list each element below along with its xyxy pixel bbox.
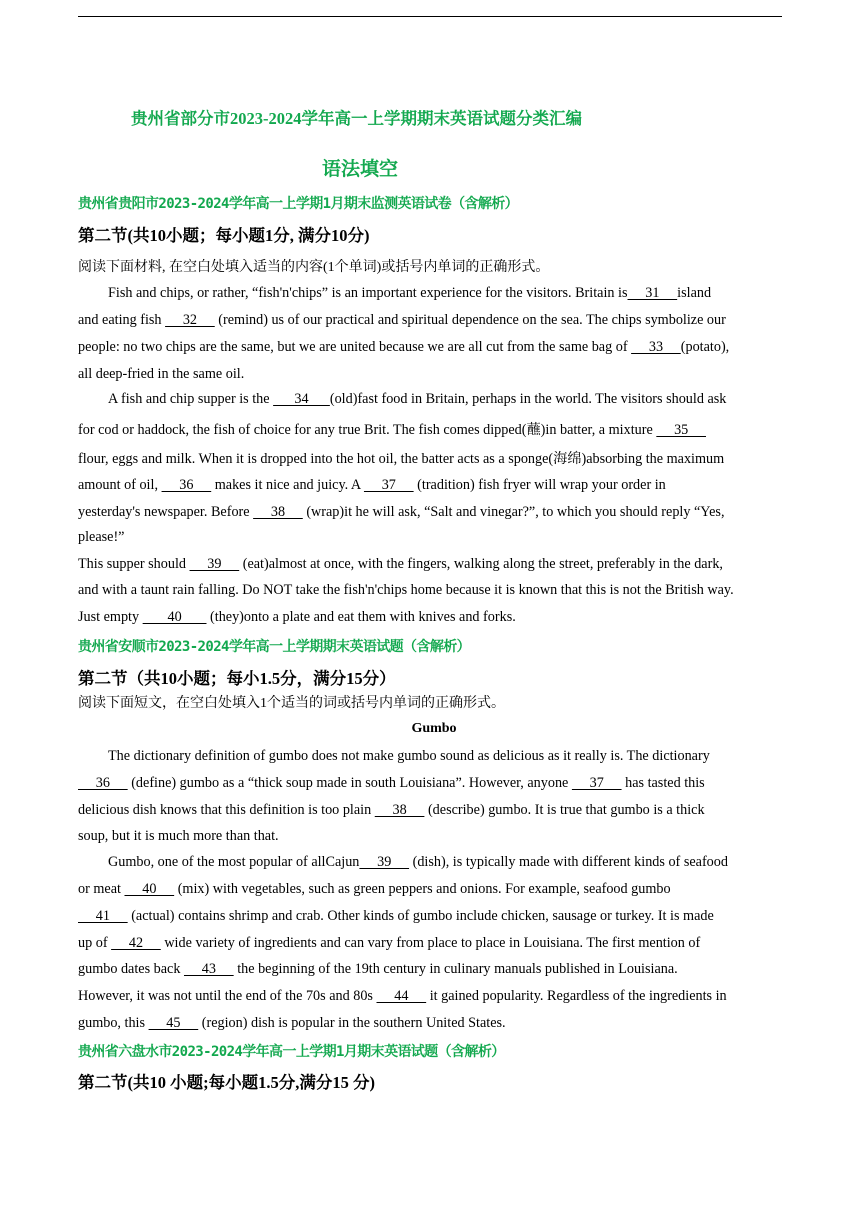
passage-text: please!” — [78, 529, 125, 545]
passage-line — [78, 775, 705, 792]
section-part-heading: 第二节（共10小题；每小1.5分，满分15分） — [78, 669, 396, 688]
section-instruction: 阅读下面材料, 在空白处填入适当的内容(1个单词)或括号内单词的正确形式。 — [78, 260, 550, 275]
passage-line — [78, 828, 279, 845]
answer-blank[interactable]: 39 — [189, 556, 240, 572]
document-subtitle: 语法填空 — [322, 159, 399, 180]
passage-text: (tradition) fish fryer will wrap your order in — [413, 477, 666, 493]
section-part-heading: 第二节(共10 小题;每小题1.5分,满分15 分) — [78, 1073, 375, 1092]
answer-blank[interactable]: 40 — [124, 881, 175, 897]
answer-blank[interactable]: 32 — [165, 312, 215, 328]
passage-text: people: no two chips are the same, but we are united because we are all cut from the same bag of — [78, 339, 632, 355]
passage-text: and with a taunt rain falling. Do NOT take the fish'n'chips home because it is known that this is not the British way. — [78, 582, 734, 598]
answer-blank[interactable]: 45 — [148, 1015, 199, 1031]
passage-text: Gumbo, one of the most popular of allCajun — [108, 854, 360, 870]
passage-text: (potato), — [680, 339, 730, 355]
passage-line — [78, 556, 723, 573]
header-rule — [78, 16, 782, 17]
passage-text: delicious dish knows that this definition is too plain — [78, 802, 375, 818]
passage-line — [78, 391, 726, 408]
answer-blank[interactable]: 37 — [571, 775, 622, 791]
passage-text: (they)onto a plate and eat them with knives and forks. — [206, 609, 516, 625]
passage-text: flour, eggs and milk. When it is dropped into the hot oil, the batter acts as a sponge(海绵)absorbing the maximum — [78, 451, 725, 467]
passage-line — [78, 748, 710, 765]
passage-line — [78, 881, 671, 898]
passage-text: all deep-fried in the same oil. — [78, 366, 245, 382]
answer-blank[interactable]: 34 — [273, 391, 330, 407]
passage-text: island — [677, 285, 712, 301]
answer-blank[interactable]: 36 — [161, 477, 212, 493]
answer-blank[interactable]: 38 — [374, 802, 425, 818]
passage-line — [78, 1015, 506, 1032]
passage-line — [78, 312, 726, 329]
answer-blank[interactable]: 33 — [631, 339, 681, 355]
passage-line — [78, 529, 124, 546]
section-instruction: 阅读下面短文，在空白处填入1个适当的词或括号内单词的正确形式。 — [78, 696, 505, 711]
answer-blank[interactable]: 44 — [376, 988, 427, 1004]
passage-text: gumbo, this — [78, 1015, 149, 1031]
passage-line — [78, 477, 666, 494]
passage-text: and eating fish — [78, 312, 166, 328]
passage-text: gumbo dates back — [78, 961, 184, 977]
passage-line — [78, 504, 725, 521]
answer-blank[interactable]: 39 — [359, 854, 410, 870]
passage-line — [78, 285, 711, 302]
passage-text: (define) gumbo as a “thick soup made in south Louisiana”. However, anyone — [127, 775, 572, 791]
passage-text: up of — [78, 935, 112, 951]
answer-blank[interactable]: 38 — [253, 504, 303, 520]
passage-text: soup, but it is much more than that. — [78, 828, 279, 844]
section-part-heading: 第二节(共10小题；每小题1分, 满分10分) — [78, 226, 370, 245]
document-title: 贵州省部分市2023-2024学年高一上学期期末英语试题分类汇编 — [131, 109, 582, 128]
passage-line — [78, 448, 724, 468]
passage-text: (dish), is typically made with different kinds of seafood — [409, 854, 728, 870]
passage-line — [78, 582, 734, 599]
passage-line — [78, 988, 727, 1005]
passage-text: Fish and chips, or rather, “fish'n'chips” is an important experience for the visitors. Britain is — [108, 285, 628, 301]
answer-blank[interactable]: 37 — [363, 477, 414, 493]
answer-blank[interactable]: 43 — [183, 961, 234, 977]
answer-blank[interactable]: 31 — [627, 285, 678, 301]
passage-line — [78, 419, 706, 439]
passage-text: This supper should — [78, 556, 190, 572]
passage-text: yesterday's newspaper. Before — [78, 504, 254, 520]
passage-line — [78, 802, 705, 819]
passage-text: (actual) contains shrimp and crab. Other kinds of gumbo include chicken, sausage or turkey. It is made — [127, 908, 714, 924]
passage-text: amount of oil, — [78, 477, 162, 493]
passage-text: Just empty — [78, 609, 143, 625]
passage-line — [78, 908, 714, 925]
answer-blank[interactable]: 35 — [656, 422, 706, 438]
passage-text: (remind) us of our practical and spiritual dependence on the sea. The chips symbolize our — [214, 312, 726, 328]
passage-line — [78, 339, 729, 356]
passage-title: Gumbo — [411, 721, 457, 736]
section-source-anshun: 贵州省安顺市2023-2024学年高一上学期期末英语试题（含解析） — [78, 639, 471, 655]
passage-line — [78, 854, 728, 871]
passage-text: (wrap)it he will ask, “Salt and vinegar?”, to which you should reply “Yes, — [302, 504, 725, 520]
passage-text: wide variety of ingredients and can vary from place to place in Louisiana. The first mention of — [160, 935, 701, 951]
passage-text: it gained popularity. Regardless of the ingredients in — [426, 988, 727, 1004]
passage-text: makes it nice and juicy. A — [211, 477, 364, 493]
passage-line — [78, 609, 516, 626]
passage-text: (old)fast food in Britain, perhaps in the world. The visitors should ask — [329, 391, 727, 407]
answer-blank[interactable]: 36 — [78, 775, 128, 791]
passage-text: for cod or haddock, the fish of choice for any true Brit. The fish comes dipped(蘸)in batter, a mixture — [78, 422, 657, 438]
passage-line — [78, 935, 700, 952]
answer-blank[interactable]: 41 — [78, 908, 128, 924]
passage-text: or meat — [78, 881, 125, 897]
passage-text: has tasted this — [621, 775, 705, 791]
passage-text: (eat)almost at once, with the fingers, walking along the street, preferably in the dark, — [239, 556, 723, 572]
passage-text: (region) dish is popular in the southern United States. — [198, 1015, 506, 1031]
passage-text: the beginning of the 19th century in culinary manuals published in Louisiana. — [233, 961, 678, 977]
section-source-guiyang: 贵州省贵阳市2023-2024学年高一上学期1月期末监测英语试卷（含解析） — [78, 196, 519, 212]
answer-blank[interactable]: 42 — [111, 935, 161, 951]
passage-text: However, it was not until the end of the 70s and 80s — [78, 988, 377, 1004]
passage-text: The dictionary definition of gumbo does not make gumbo sound as delicious as it really is. The dictionary — [108, 748, 710, 764]
passage-text: A fish and chip supper is the — [108, 391, 274, 407]
passage-line — [78, 366, 244, 383]
answer-blank[interactable]: 40 — [142, 609, 207, 625]
passage-text: (mix) with vegetables, such as green peppers and onions. For example, seafood gumbo — [174, 881, 671, 897]
section-source-liupanshui: 贵州省六盘水市2023-2024学年高一上学期1月期末英语试题（含解析） — [78, 1044, 505, 1060]
passage-line — [78, 961, 678, 978]
passage-text: (describe) gumbo. It is true that gumbo is a thick — [424, 802, 705, 818]
